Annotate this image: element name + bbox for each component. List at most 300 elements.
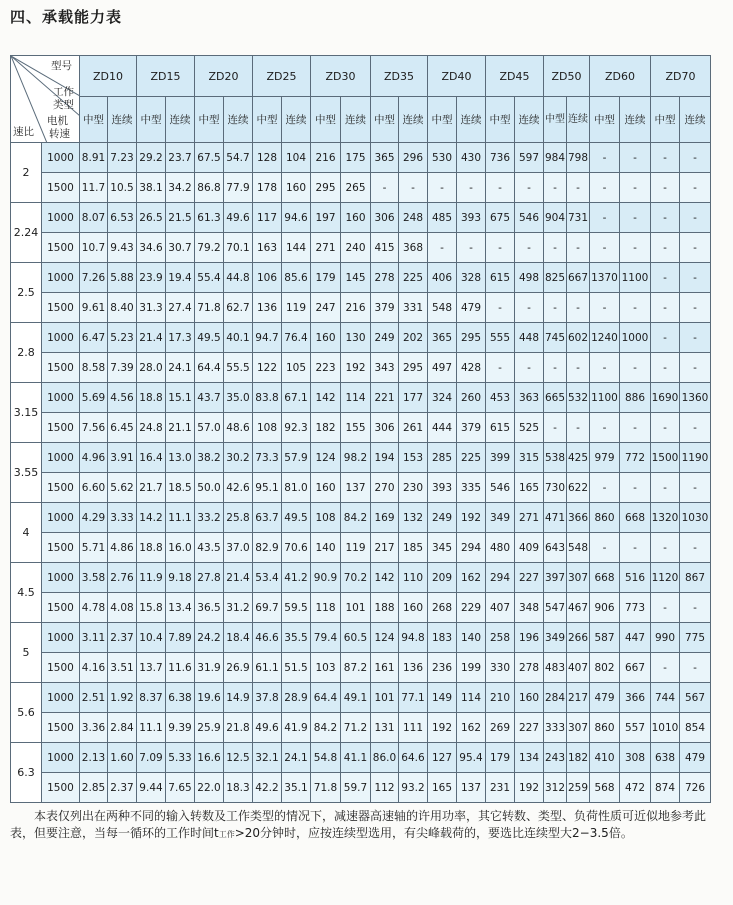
type-continuous-header: 连续 — [680, 97, 711, 143]
table-row — [11, 503, 711, 533]
power-value-cell: 9.18 — [166, 563, 195, 593]
power-value-cell: 745 — [544, 323, 567, 353]
power-value-cell: 44.8 — [224, 263, 253, 293]
power-value-cell: 192 — [428, 713, 457, 743]
power-value-cell: 230 — [399, 473, 428, 503]
power-value-cell: 160 — [515, 683, 544, 713]
power-value-cell: - — [544, 173, 567, 203]
power-value-cell: 217 — [371, 533, 399, 563]
power-value-cell: - — [544, 413, 567, 443]
power-value-cell: 726 — [680, 773, 711, 803]
power-value-cell: 34.6 — [137, 233, 166, 263]
power-value-cell: 485 — [428, 203, 457, 233]
power-value-cell: 6.38 — [166, 683, 195, 713]
power-value-cell: 18.8 — [137, 383, 166, 413]
power-value-cell: 296 — [399, 143, 428, 173]
power-value-cell: 8.91 — [80, 143, 108, 173]
model-header: ZD25 — [253, 56, 311, 97]
model-header: ZD15 — [137, 56, 195, 97]
power-value-cell: 285 — [428, 443, 457, 473]
power-value-cell: 69.7 — [253, 593, 282, 623]
power-value-cell: 227 — [515, 563, 544, 593]
power-value-cell: 11.9 — [137, 563, 166, 593]
power-value-cell: - — [651, 653, 680, 683]
type-continuous-header: 连续 — [399, 97, 428, 143]
power-value-cell: 16.6 — [195, 743, 224, 773]
power-value-cell: 668 — [590, 563, 620, 593]
power-value-cell: 1120 — [651, 563, 680, 593]
type-medium-header: 中型 — [195, 97, 224, 143]
power-value-cell: 6.53 — [108, 203, 137, 233]
power-value-cell: 94.7 — [253, 323, 282, 353]
power-value-cell: - — [680, 203, 711, 233]
power-value-cell: 530 — [428, 143, 457, 173]
power-value-cell: 860 — [590, 503, 620, 533]
power-value-cell: 11.1 — [166, 503, 195, 533]
power-value-cell: 94.8 — [399, 623, 428, 653]
power-value-cell: 730 — [544, 473, 567, 503]
power-value-cell: 35.0 — [224, 383, 253, 413]
power-value-cell: 308 — [620, 743, 651, 773]
power-value-cell: 379 — [457, 413, 486, 443]
power-value-cell: 188 — [371, 593, 399, 623]
power-value-cell: 525 — [515, 413, 544, 443]
type-continuous-header: 连续 — [108, 97, 137, 143]
power-value-cell: 31.9 — [195, 653, 224, 683]
power-value-cell: 21.8 — [224, 713, 253, 743]
power-value-cell: 5.62 — [108, 473, 137, 503]
power-value-cell: 8.07 — [80, 203, 108, 233]
power-value-cell: 19.4 — [166, 263, 195, 293]
table-row — [11, 173, 711, 203]
power-value-cell: 1690 — [651, 383, 680, 413]
power-value-cell: - — [620, 353, 651, 383]
table-row — [11, 533, 711, 563]
power-value-cell: 70.6 — [282, 533, 311, 563]
power-value-cell: 409 — [515, 533, 544, 563]
power-value-cell: 366 — [567, 503, 590, 533]
power-value-cell: 169 — [371, 503, 399, 533]
motor-speed-cell: 1500 — [42, 173, 80, 203]
power-value-cell: 73.3 — [253, 443, 282, 473]
power-value-cell: 229 — [457, 593, 486, 623]
power-value-cell: - — [651, 263, 680, 293]
power-value-cell: 41.9 — [282, 713, 311, 743]
power-value-cell: 83.8 — [253, 383, 282, 413]
power-value-cell: 444 — [428, 413, 457, 443]
table-row — [11, 773, 711, 803]
power-value-cell: - — [620, 203, 651, 233]
power-value-cell: 415 — [371, 233, 399, 263]
power-value-cell: 103 — [311, 653, 341, 683]
power-value-cell: 247 — [311, 293, 341, 323]
power-value-cell: - — [651, 203, 680, 233]
power-value-cell: 425 — [567, 443, 590, 473]
power-value-cell: 41.1 — [341, 743, 371, 773]
power-value-cell: 10.5 — [108, 173, 137, 203]
table-row — [11, 263, 711, 293]
table-row — [11, 593, 711, 623]
power-value-cell: 393 — [428, 473, 457, 503]
power-value-cell: 21.1 — [166, 413, 195, 443]
power-value-cell: 40.1 — [224, 323, 253, 353]
model-header: ZD35 — [371, 56, 428, 97]
power-value-cell: 615 — [486, 413, 515, 443]
type-medium-header: 中型 — [544, 97, 567, 143]
power-value-cell: 1100 — [590, 383, 620, 413]
power-value-cell: 546 — [515, 203, 544, 233]
power-value-cell: 182 — [567, 743, 590, 773]
power-value-cell: 132 — [399, 503, 428, 533]
power-value-cell: - — [680, 533, 711, 563]
power-value-cell: 3.36 — [80, 713, 108, 743]
power-value-cell: 108 — [253, 413, 282, 443]
corner-ratio-label: 速比 — [13, 126, 34, 138]
power-value-cell: 28.0 — [137, 353, 166, 383]
power-value-cell: 49.5 — [282, 503, 311, 533]
power-value-cell: 155 — [341, 413, 371, 443]
power-value-cell: - — [651, 143, 680, 173]
power-value-cell: 295 — [457, 323, 486, 353]
power-value-cell: 773 — [620, 593, 651, 623]
type-medium-header: 中型 — [311, 97, 341, 143]
power-value-cell: 1000 — [620, 323, 651, 353]
power-value-cell: 48.6 — [224, 413, 253, 443]
power-value-cell: 345 — [428, 533, 457, 563]
power-value-cell: 28.9 — [282, 683, 311, 713]
power-value-cell: - — [680, 323, 711, 353]
power-value-cell: 1010 — [651, 713, 680, 743]
power-value-cell: 21.7 — [137, 473, 166, 503]
power-value-cell: - — [620, 233, 651, 263]
power-value-cell: - — [651, 323, 680, 353]
power-value-cell: 90.9 — [311, 563, 341, 593]
power-value-cell: 295 — [399, 353, 428, 383]
power-value-cell: 270 — [371, 473, 399, 503]
power-value-cell: 330 — [486, 653, 515, 683]
power-value-cell: 61.3 — [195, 203, 224, 233]
power-value-cell: 108 — [311, 503, 341, 533]
power-value-cell: - — [567, 233, 590, 263]
power-value-cell: 278 — [515, 653, 544, 683]
power-value-cell: 194 — [371, 443, 399, 473]
power-value-cell: 175 — [341, 143, 371, 173]
power-value-cell: 14.9 — [224, 683, 253, 713]
power-value-cell: 798 — [567, 143, 590, 173]
power-value-cell: 9.61 — [80, 293, 108, 323]
power-value-cell: - — [399, 173, 428, 203]
power-value-cell: 802 — [590, 653, 620, 683]
power-value-cell: 860 — [590, 713, 620, 743]
power-value-cell: 3.91 — [108, 443, 137, 473]
power-value-cell: 324 — [428, 383, 457, 413]
power-value-cell: - — [515, 173, 544, 203]
power-value-cell: 49.5 — [195, 323, 224, 353]
power-value-cell: 312 — [544, 773, 567, 803]
motor-speed-cell: 1000 — [42, 563, 80, 593]
power-value-cell: - — [620, 533, 651, 563]
power-value-cell: 271 — [311, 233, 341, 263]
power-value-cell: 101 — [341, 593, 371, 623]
power-value-cell: - — [680, 233, 711, 263]
motor-speed-cell: 1000 — [42, 263, 80, 293]
model-header: ZD10 — [80, 56, 137, 97]
power-value-cell: 92.3 — [282, 413, 311, 443]
power-value-cell: - — [620, 293, 651, 323]
power-value-cell: 1370 — [590, 263, 620, 293]
power-value-cell: 122 — [253, 353, 282, 383]
power-value-cell: 15.8 — [137, 593, 166, 623]
power-value-cell: - — [590, 143, 620, 173]
power-value-cell: 197 — [311, 203, 341, 233]
power-value-cell: 118 — [311, 593, 341, 623]
power-value-cell: 24.8 — [137, 413, 166, 443]
power-value-cell: 221 — [371, 383, 399, 413]
power-value-cell: 7.56 — [80, 413, 108, 443]
power-value-cell: 546 — [486, 473, 515, 503]
table-row — [11, 353, 711, 383]
power-value-cell: 11.7 — [80, 173, 108, 203]
power-value-cell: 84.2 — [311, 713, 341, 743]
power-value-cell: 9.43 — [108, 233, 137, 263]
power-value-cell: 37.8 — [253, 683, 282, 713]
model-header: ZD70 — [651, 56, 711, 97]
power-value-cell: 26.9 — [224, 653, 253, 683]
power-value-cell: 8.58 — [80, 353, 108, 383]
type-medium-header: 中型 — [590, 97, 620, 143]
power-value-cell: 379 — [371, 293, 399, 323]
power-value-cell: 2.51 — [80, 683, 108, 713]
power-value-cell: 407 — [486, 593, 515, 623]
power-value-cell: 134 — [515, 743, 544, 773]
ratio-cell: 6.3 — [11, 743, 42, 803]
power-value-cell: 260 — [457, 383, 486, 413]
power-value-cell: 162 — [457, 713, 486, 743]
power-value-cell: 3.33 — [108, 503, 137, 533]
power-value-cell: 5.71 — [80, 533, 108, 563]
load-capacity-table — [10, 55, 711, 803]
power-value-cell: 192 — [341, 353, 371, 383]
type-continuous-header: 连续 — [515, 97, 544, 143]
power-value-cell: 124 — [371, 623, 399, 653]
power-value-cell: - — [651, 353, 680, 383]
power-value-cell: 331 — [399, 293, 428, 323]
power-value-cell: - — [486, 173, 515, 203]
power-value-cell: 3.11 — [80, 623, 108, 653]
power-value-cell: 227 — [515, 713, 544, 743]
power-value-cell: 142 — [311, 383, 341, 413]
power-value-cell: 160 — [311, 323, 341, 353]
power-value-cell: 26.5 — [137, 203, 166, 233]
power-value-cell: 2.85 — [80, 773, 108, 803]
power-value-cell: 86.8 — [195, 173, 224, 203]
power-value-cell: - — [544, 293, 567, 323]
power-value-cell: - — [486, 293, 515, 323]
power-value-cell: 453 — [486, 383, 515, 413]
power-value-cell: 731 — [567, 203, 590, 233]
power-value-cell: - — [651, 473, 680, 503]
power-value-cell: 410 — [590, 743, 620, 773]
power-value-cell: - — [590, 413, 620, 443]
motor-speed-cell: 1500 — [42, 593, 80, 623]
power-value-cell: 160 — [341, 203, 371, 233]
power-value-cell: 874 — [651, 773, 680, 803]
power-value-cell: 9.44 — [137, 773, 166, 803]
power-value-cell: 2.37 — [108, 773, 137, 803]
power-value-cell: - — [680, 413, 711, 443]
power-value-cell: 18.3 — [224, 773, 253, 803]
power-value-cell: 79.2 — [195, 233, 224, 263]
power-value-cell: 18.5 — [166, 473, 195, 503]
power-value-cell: 71.2 — [341, 713, 371, 743]
power-value-cell: - — [680, 263, 711, 293]
power-value-cell: 1100 — [620, 263, 651, 293]
model-header: ZD30 — [311, 56, 371, 97]
power-value-cell: 667 — [567, 263, 590, 293]
power-value-cell: 8.40 — [108, 293, 137, 323]
power-value-cell: 306 — [371, 203, 399, 233]
table-row — [11, 383, 711, 413]
power-value-cell: - — [544, 353, 567, 383]
power-value-cell: 3.51 — [108, 653, 137, 683]
power-value-cell: 30.2 — [224, 443, 253, 473]
ratio-cell: 4.5 — [11, 563, 42, 623]
power-value-cell: 70.1 — [224, 233, 253, 263]
power-value-cell: 202 — [399, 323, 428, 353]
power-value-cell: 101 — [371, 683, 399, 713]
power-value-cell: 406 — [428, 263, 457, 293]
power-value-cell: 106 — [253, 263, 282, 293]
power-value-cell: 57.0 — [195, 413, 224, 443]
power-value-cell: 240 — [341, 233, 371, 263]
model-header: ZD40 — [428, 56, 486, 97]
power-value-cell: 407 — [567, 653, 590, 683]
power-value-cell: 51.5 — [282, 653, 311, 683]
power-value-cell: 161 — [371, 653, 399, 683]
power-value-cell: 95.1 — [253, 473, 282, 503]
power-value-cell: 196 — [515, 623, 544, 653]
power-value-cell: 271 — [515, 503, 544, 533]
power-value-cell: 979 — [590, 443, 620, 473]
power-value-cell: 772 — [620, 443, 651, 473]
power-value-cell: 209 — [428, 563, 457, 593]
power-value-cell: 67.5 — [195, 143, 224, 173]
motor-speed-cell: 1500 — [42, 233, 80, 263]
power-value-cell: 854 — [680, 713, 711, 743]
table-row — [11, 413, 711, 443]
power-value-cell: 7.39 — [108, 353, 137, 383]
power-value-cell: 538 — [544, 443, 567, 473]
power-value-cell: 428 — [457, 353, 486, 383]
power-value-cell: 430 — [457, 143, 486, 173]
power-value-cell: 3.58 — [80, 563, 108, 593]
power-value-cell: - — [620, 173, 651, 203]
power-value-cell: 63.7 — [253, 503, 282, 533]
power-value-cell: 775 — [680, 623, 711, 653]
power-value-cell: 70.2 — [341, 563, 371, 593]
power-value-cell: - — [651, 173, 680, 203]
power-value-cell: 1240 — [590, 323, 620, 353]
corner-motor-label-1: 电机 — [47, 115, 68, 127]
power-value-cell: 11.6 — [166, 653, 195, 683]
power-value-cell: - — [680, 173, 711, 203]
model-header: ZD45 — [486, 56, 544, 97]
power-value-cell: 548 — [428, 293, 457, 323]
type-medium-header: 中型 — [428, 97, 457, 143]
power-value-cell: 142 — [371, 563, 399, 593]
power-value-cell: - — [371, 173, 399, 203]
power-value-cell: 7.23 — [108, 143, 137, 173]
power-value-cell: 25.8 — [224, 503, 253, 533]
power-value-cell: 127 — [428, 743, 457, 773]
motor-speed-cell: 1000 — [42, 443, 80, 473]
power-value-cell: 60.5 — [341, 623, 371, 653]
power-value-cell: 675 — [486, 203, 515, 233]
table-row — [11, 203, 711, 233]
power-value-cell: 1320 — [651, 503, 680, 533]
power-value-cell: 295 — [311, 173, 341, 203]
model-header: ZD50 — [544, 56, 590, 97]
power-value-cell: 29.2 — [137, 143, 166, 173]
power-value-cell: 4.16 — [80, 653, 108, 683]
power-value-cell: 333 — [544, 713, 567, 743]
power-value-cell: 59.5 — [282, 593, 311, 623]
power-value-cell: 249 — [371, 323, 399, 353]
power-value-cell: 119 — [282, 293, 311, 323]
power-value-cell: 140 — [457, 623, 486, 653]
motor-speed-cell: 1000 — [42, 143, 80, 173]
power-value-cell: 6.45 — [108, 413, 137, 443]
power-value-cell: 49.1 — [341, 683, 371, 713]
table-row — [11, 653, 711, 683]
power-value-cell: 7.26 — [80, 263, 108, 293]
type-continuous-header: 连续 — [224, 97, 253, 143]
power-value-cell: 278 — [371, 263, 399, 293]
power-value-cell: 22.0 — [195, 773, 224, 803]
power-value-cell: 136 — [253, 293, 282, 323]
power-value-cell: 140 — [311, 533, 341, 563]
power-value-cell: 82.9 — [253, 533, 282, 563]
power-value-cell: 532 — [567, 383, 590, 413]
type-medium-header: 中型 — [371, 97, 399, 143]
power-value-cell: 363 — [515, 383, 544, 413]
ratio-cell: 4 — [11, 503, 42, 563]
power-value-cell: 1.92 — [108, 683, 137, 713]
footnote — [10, 808, 726, 843]
power-value-cell: 27.4 — [166, 293, 195, 323]
power-value-cell: 906 — [590, 593, 620, 623]
power-value-cell: 6.60 — [80, 473, 108, 503]
power-value-cell: 145 — [341, 263, 371, 293]
power-value-cell: 13.4 — [166, 593, 195, 623]
power-value-cell: 24.1 — [166, 353, 195, 383]
power-value-cell: 95.4 — [457, 743, 486, 773]
ratio-cell: 2.8 — [11, 323, 42, 383]
power-value-cell: 638 — [651, 743, 680, 773]
model-header-row — [11, 56, 711, 97]
power-value-cell: 144 — [282, 233, 311, 263]
power-value-cell: 137 — [457, 773, 486, 803]
table-row — [11, 293, 711, 323]
power-value-cell: - — [651, 413, 680, 443]
power-value-cell: 667 — [620, 653, 651, 683]
power-value-cell: 1030 — [680, 503, 711, 533]
power-value-cell: 10.4 — [137, 623, 166, 653]
power-value-cell: 23.9 — [137, 263, 166, 293]
power-value-cell: 587 — [590, 623, 620, 653]
power-value-cell: - — [680, 593, 711, 623]
power-value-cell: 25.9 — [195, 713, 224, 743]
